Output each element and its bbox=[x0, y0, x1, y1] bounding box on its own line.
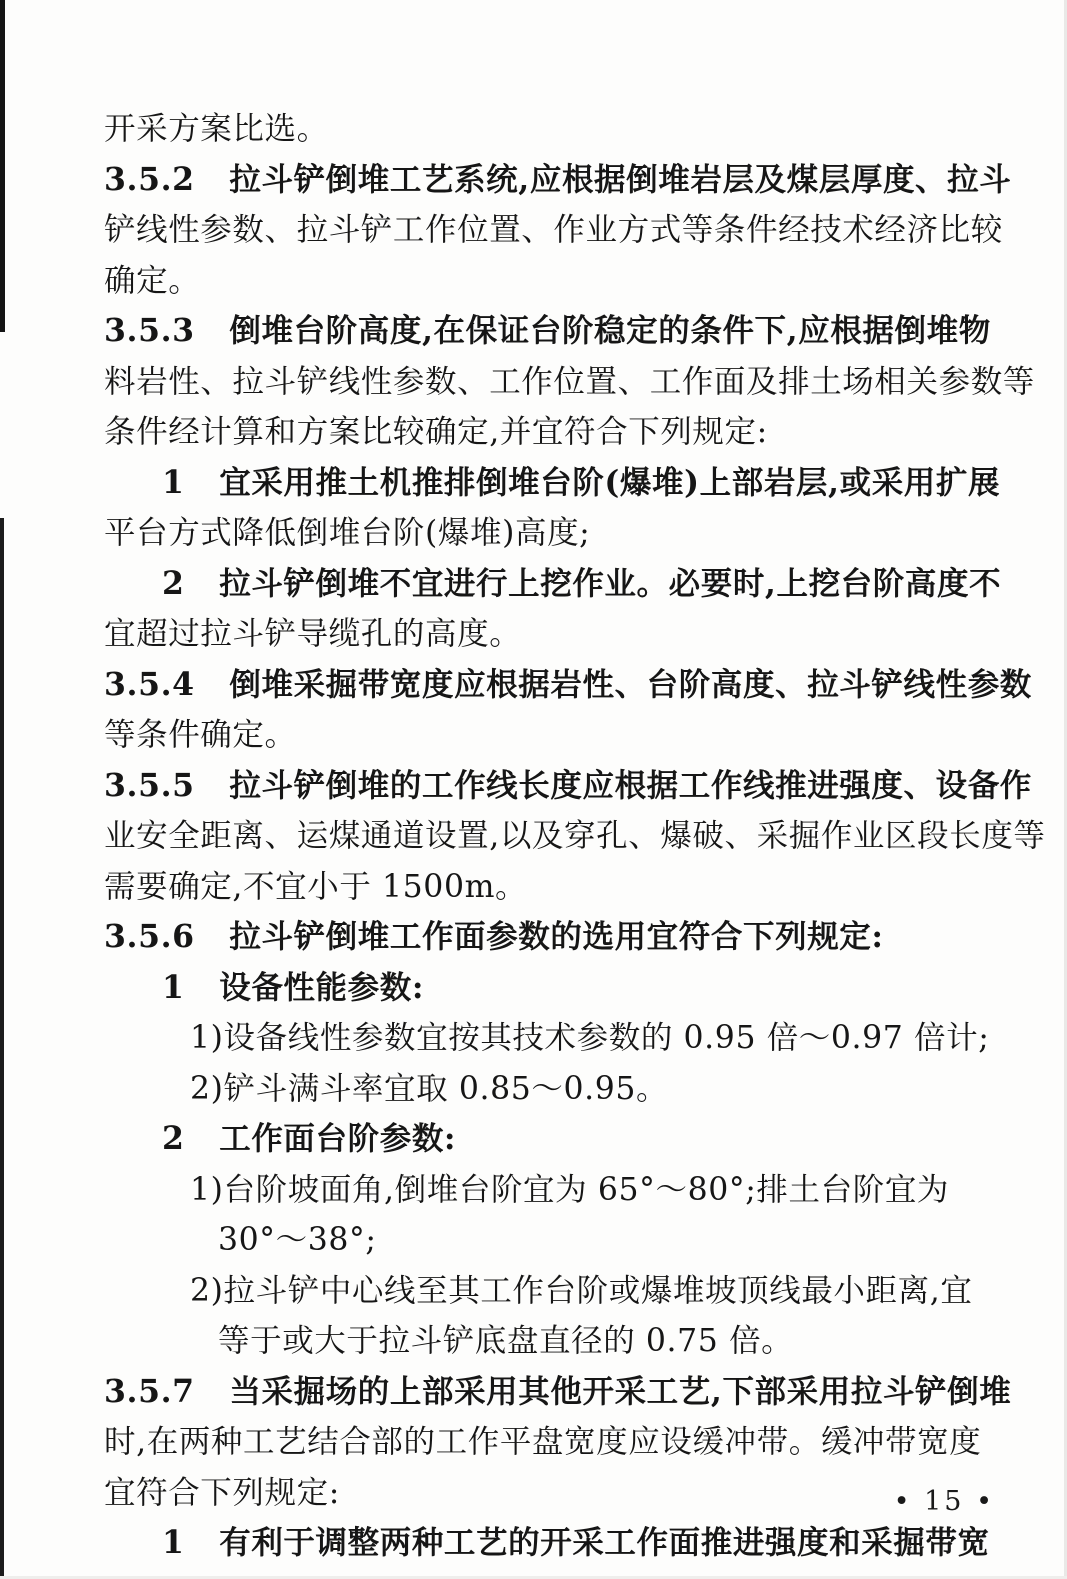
text-line: 料岩性、拉斗铲线性参数、工作位置、工作面及排土场相关参数等 bbox=[104, 363, 1035, 400]
text-line: 1)台阶坡面角,倒堆台阶宜为 65°～80°;排土台阶宜为 bbox=[190, 1171, 950, 1208]
text-line: 3.5.2 拉斗铲倒堆工艺系统,应根据倒堆岩层及煤层厚度、拉斗 bbox=[104, 160, 1012, 198]
text-line: 3.5.7 当采掘场的上部采用其他开采工艺,下部采用拉斗铲倒堆 bbox=[104, 1372, 1012, 1410]
text-line: 条件经计算和方案比较确定,并宜符合下列规定: bbox=[104, 414, 768, 450]
text-line: 等于或大于拉斗铲底盘直径的 0.75 倍。 bbox=[218, 1323, 794, 1359]
text-line: 3.5.4 倒堆采掘带宽度应根据岩性、台阶高度、拉斗铲线性参数 bbox=[104, 665, 1032, 703]
text-line: 1 有利于调整两种工艺的开采工作面推进强度和采掘带宽 bbox=[162, 1524, 990, 1561]
text-line: 3.5.3 倒堆台阶高度,在保证台阶稳定的条件下,应根据倒堆物 bbox=[104, 312, 991, 349]
text-line: 时,在两种工艺结合部的工作平盘宽度应设缓冲带。缓冲带宽度 bbox=[104, 1424, 982, 1460]
text-line: 需要确定,不宜小于 1500m。 bbox=[104, 868, 528, 905]
text-line: 1 设备性能参数: bbox=[162, 968, 425, 1006]
text-line: 业安全距离、运煤通道设置,以及穿孔、爆破、采掘作业区段长度等 bbox=[104, 818, 1046, 854]
text-line: 铲线性参数、拉斗铲工作位置、作业方式等条件经技术经济比较 bbox=[104, 212, 1003, 248]
text-line: 2)拉斗铲中心线至其工作台阶或爆堆坡顶线最小距离,宜 bbox=[190, 1272, 973, 1309]
scan-edge-artifact-left-bottom bbox=[0, 518, 4, 1579]
text-line: 30°～38°; bbox=[218, 1222, 377, 1258]
text-line: 等条件确定。 bbox=[104, 717, 297, 753]
page-number: • 15 • bbox=[893, 1486, 995, 1517]
text-line: 宜符合下列规定: bbox=[104, 1474, 340, 1511]
text-line: 开采方案比选。 bbox=[104, 111, 329, 147]
scan-edge-artifact-left-top bbox=[0, 0, 5, 332]
text-line: 1 宜采用推土机推排倒堆台阶(爆堆)上部岩层,或采用扩展 bbox=[162, 463, 1001, 501]
text-line: 宜超过拉斗铲导缆孔的高度。 bbox=[104, 616, 522, 652]
text-line: 3.5.6 拉斗铲倒堆工作面参数的选用宜符合下列规定: bbox=[104, 918, 884, 955]
text-line: 3.5.5 拉斗铲倒堆的工作线长度应根据工作线推进强度、设备作 bbox=[104, 766, 1032, 804]
text-line: 2 工作面台阶参数: bbox=[162, 1120, 457, 1157]
text-line: 1)设备线性参数宜按其技术参数的 0.95 倍～0.97 倍计; bbox=[190, 1020, 990, 1056]
document-body-text bbox=[104, 104, 1046, 1569]
text-line: 2)铲斗满斗率宜取 0.85～0.95。 bbox=[190, 1070, 669, 1107]
text-line: 确定。 bbox=[104, 262, 201, 299]
text-line: 2 拉斗铲倒堆不宜进行上挖作业。必要时,上挖台阶高度不 bbox=[162, 564, 1002, 602]
text-line: 平台方式降低倒堆台阶(爆堆)高度; bbox=[104, 515, 591, 551]
